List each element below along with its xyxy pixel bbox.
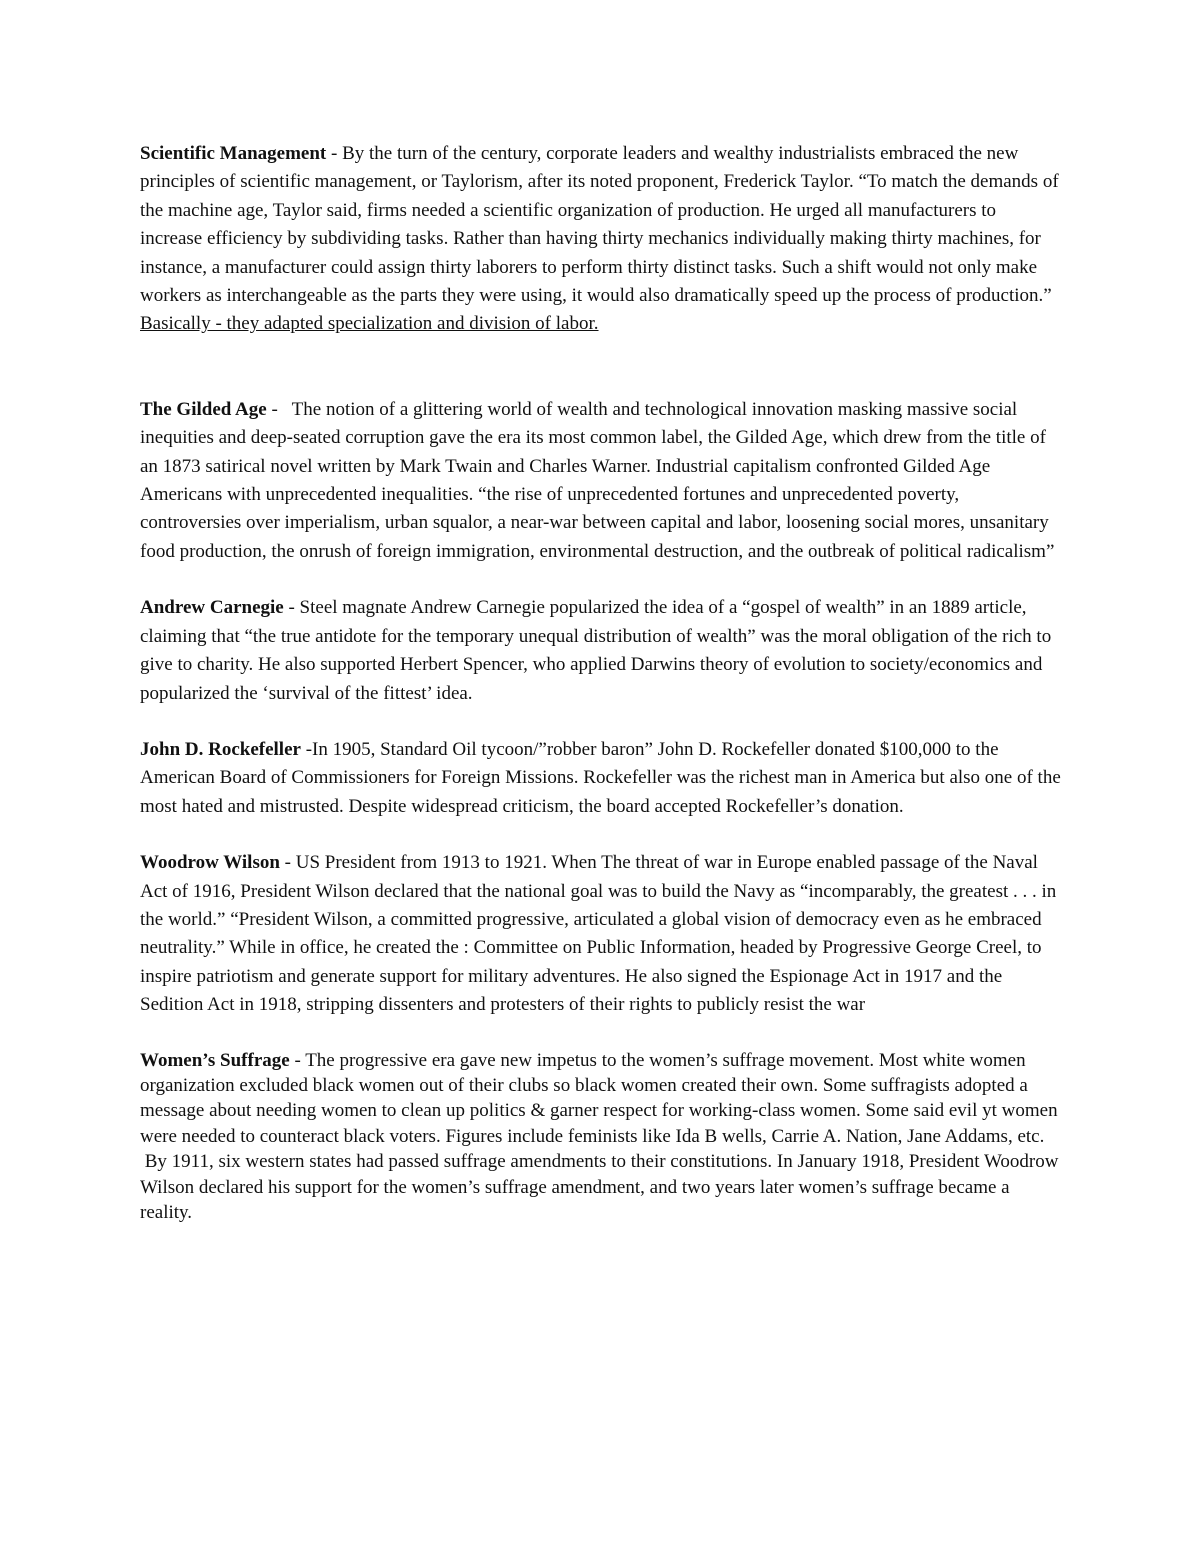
entry-body: Steel magnate Andrew Carnegie popularized the idea of a “gospel of wealth” in an 1889 article, claiming that “the true antidote for the temporary unequal distribution of wealth” was the moral obligation of the rich to give to charity. He also supported Herbert Spencer, who applied Darwins theory of evolution to society/economics and popularized the ‘survival of the fittest’ idea. <box>140 597 1052 704</box>
entry-andrew-carnegie <box>140 594 1062 708</box>
entry-gilded-age <box>140 396 1062 566</box>
entry-term: John D. Rockefeller <box>140 738 301 760</box>
paragraph-spacer <box>140 821 1062 849</box>
paragraph-spacer <box>140 1020 1062 1048</box>
entry-womens-suffrage-continuation <box>140 1149 1062 1225</box>
entry-womens-suffrage <box>140 1048 1062 1150</box>
entry-term: Woodrow Wilson <box>140 852 280 874</box>
entry-scientific-management <box>140 140 1062 339</box>
entry-body: The progressive era gave new impetus to the women’s suffrage movement. Most white women organization excluded black women out of their clubs so black women created their own. Some suffragists adopted a message about needing women to clean up politics & garner respect for working-class women. Some said evil yt women were needed to counteract black voters. Figures include feminists like Ida B wells, Carrie A. Nation, Jane Addams, etc. <box>140 1049 1058 1147</box>
entry-separator: - <box>266 398 292 420</box>
document-body <box>140 140 1062 1225</box>
entry-body: By the turn of the century, corporate leaders and wealthy industrialists embraced the new principles of scientific management, or Taylorism, after its noted proponent, Frederick Taylor. “To match the demands of the machine age, Taylor said, firms needed a scientific organization of production. He urged all manufacturers to increase efficiency by subdividing tasks. Rather than having thirty mechanics individually making thirty machines, for instance, a manufacturer could assign thirty laborers to perform thirty distinct tasks. Such a shift would not only make workers as interchangeable as the parts they were using, it would also dramatically speed up the process of production.” <box>140 143 1059 307</box>
entry-body: In 1905, Standard Oil tycoon/”robber baron” John D. Rockefeller donated $100,000 to the American Board of Commissioners for Foreign Missions. Rockefeller was the richest man in America but also one of the most hated and mistrusted. Despite widespread criticism, the board accepted Rockefeller’s donation. <box>140 738 1061 817</box>
entry-woodrow-wilson <box>140 849 1062 1019</box>
entry-underlined-note: Basically - they adapted specialization and division of labor. <box>140 313 599 335</box>
entry-term: The Gilded Age <box>140 398 267 420</box>
entry-separator: - <box>300 738 313 760</box>
entry-term: Andrew Carnegie <box>140 597 284 619</box>
entry-body: The notion of a glittering world of wealth and technological innovation masking massive social inequities and deep-seated corruption gave the era its most common label, the Gilded Age, which drew from the title of an 1873 satirical novel written by Mark Twain and Charles Warner. Industrial capitalism confronted Gilded Age Americans with unprecedented inequalities. “the rise of unprecedented fortunes and unprecedented poverty, controversies over imperialism, urban squalor, a near-war between capital and labor, loosening social mores, unsanitary food production, the onrush of foreign immigration, environmental destruction, and the outbreak of political radicalism” <box>140 398 1055 562</box>
entry-separator: - <box>279 852 296 874</box>
entry-separator: - <box>326 143 343 164</box>
entry-body: US President from 1913 to 1921. When The threat of war in Europe enabled passage of the Naval Act of 1916, President Wilson declared that the national goal was to build the Navy as “incomparably, the greatest . . . in the world.” “President Wilson, a committed progressive, articulated a global vision of democracy even as he embraced neutrality.” While in office, he created the : Committee on Public Information, headed by Progressive George Creel, to inspire patriotism and generate support for military adventures. He also signed the Espionage Act in 1917 and the Sedition Act in 1918, stripping dissenters and protesters of their rights to publicly resist the war <box>140 852 1057 1016</box>
paragraph-spacer <box>140 339 1062 396</box>
entry-term: Scientific Management <box>140 143 327 164</box>
paragraph-spacer <box>140 566 1062 594</box>
entry-separator: - <box>283 597 300 619</box>
entry-john-d-rockefeller <box>140 736 1062 821</box>
paragraph-spacer <box>140 708 1062 736</box>
entry-term: Women’s Suffrage <box>140 1049 290 1071</box>
entry-separator: - <box>289 1049 306 1071</box>
entry-continuation: By 1911, six western states had passed suffrage amendments to their constitutions. In January 1918, President Woodrow Wilson declared his support for the women’s suffrage amendment, and two years later women’s suffrage became a reality. <box>140 1151 1063 1223</box>
